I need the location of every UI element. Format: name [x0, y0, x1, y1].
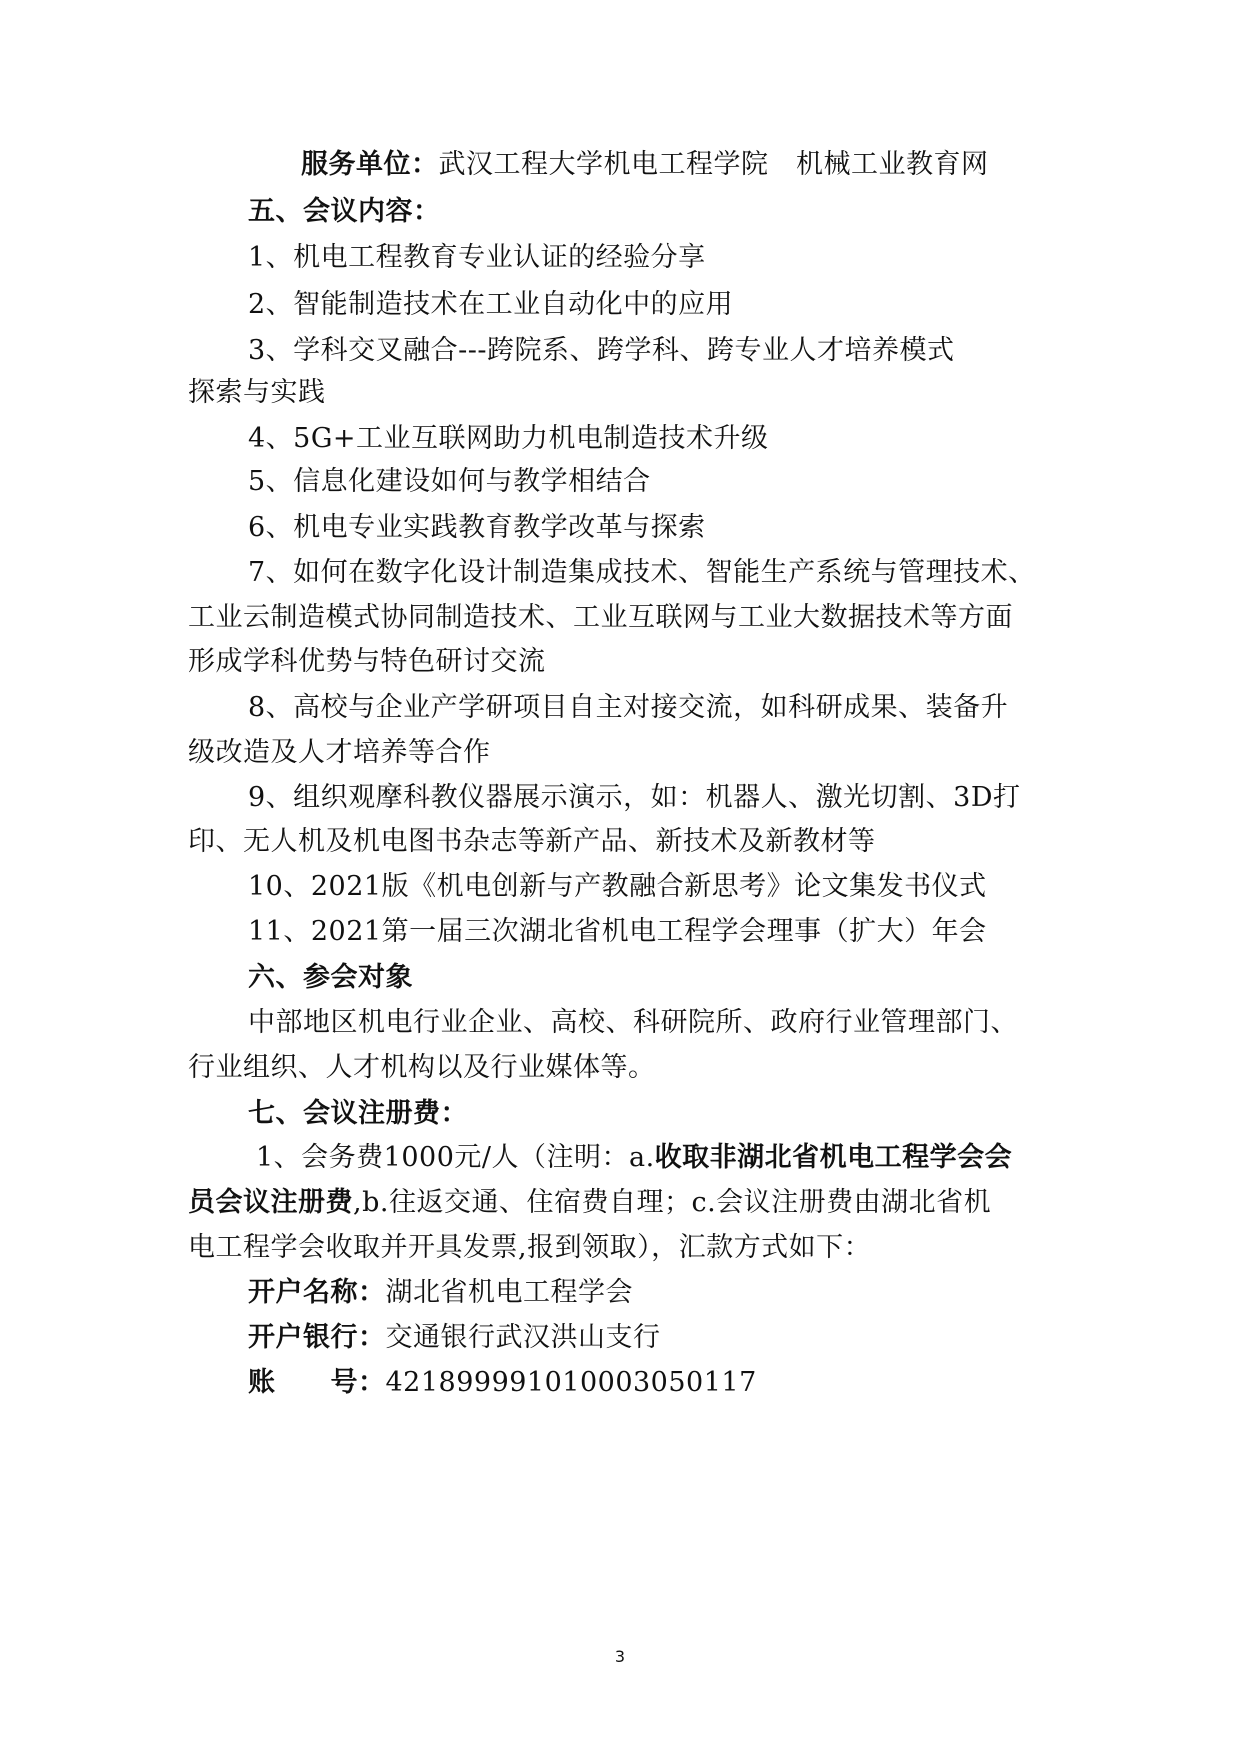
- fee-line-2-rest: ,b.往返交通、住宿费自理；c.会议注册费由湖北省机: [353, 1187, 992, 1218]
- account-number-value: 421899991010003050117: [385, 1367, 757, 1398]
- section6-heading: 六、参会对象: [248, 962, 413, 993]
- section5-item-5: 5、信息化建设如何与教学相结合: [248, 466, 651, 497]
- section5-item-7: 7、如何在数字化设计制造集成技术、智能生产系统与管理技术、: [248, 557, 1036, 588]
- account-name-line: [248, 1273, 1128, 1313]
- fee-line-3: 电工程学会收取并开具发票,报到领取），汇款方式如下：: [188, 1232, 872, 1263]
- service-unit-value: 武汉工程大学机电工程学院 机械工业教育网: [438, 149, 989, 180]
- fee-line-1-bold: 收取非湖北省机电工程学会会: [654, 1142, 1013, 1173]
- account-number-line: [248, 1363, 1128, 1403]
- section5-item-2: 2、智能制造技术在工业自动化中的应用: [248, 289, 734, 320]
- section5-item-7-cont-2: 形成学科优势与特色研讨交流: [188, 646, 546, 677]
- section6-line-2: 行业组织、人才机构以及行业媒体等。: [188, 1052, 656, 1083]
- page-number: 3: [614, 1647, 626, 1666]
- service-unit-line: [301, 145, 1181, 185]
- bank-line: [248, 1318, 1128, 1358]
- service-unit-label: 服务单位：: [301, 149, 439, 180]
- section5-item-7-cont-1: 工业云制造模式协同制造技术、工业互联网与工业大数据技术等方面: [188, 602, 1013, 633]
- section5-item-8-cont: 级改造及人才培养等合作: [188, 737, 491, 768]
- section5-item-6: 6、机电专业实践教育教学改革与探索: [248, 512, 706, 543]
- account-number-label: 账 号：: [248, 1367, 386, 1398]
- fee-line-2: [188, 1183, 1068, 1223]
- bank-label: 开户银行：: [248, 1322, 386, 1353]
- section5-item-9-cont: 印、无人机及机电图书杂志等新产品、新技术及新教材等: [188, 826, 876, 857]
- section5-item-4: 4、5G+工业互联网助力机电制造技术升级: [248, 423, 769, 454]
- account-name-value: 湖北省机电工程学会: [385, 1277, 633, 1308]
- fee-line-1-prefix: 1、会务费1000元/人（注明：a.: [256, 1142, 655, 1173]
- section5-heading: 五、会议内容：: [248, 196, 441, 227]
- bank-value: 交通银行武汉洪山支行: [385, 1322, 661, 1353]
- fee-line-1: [256, 1138, 1136, 1178]
- section6-line-1: 中部地区机电行业企业、高校、科研院所、政府行业管理部门、: [248, 1007, 1018, 1038]
- section7-heading: 七、会议注册费：: [248, 1098, 468, 1129]
- fee-line-2-bold: 员会议注册费: [188, 1187, 353, 1218]
- section5-item-9: 9、组织观摩科教仪器展示演示，如：机器人、激光切割、3D打: [248, 782, 1021, 813]
- section5-item-10: 10、2021版《机电创新与产教融合新思考》论文集发书仪式: [248, 871, 987, 902]
- section5-item-3: 3、学科交叉融合---跨院系、跨学科、跨专业人才培养模式: [248, 335, 955, 366]
- section5-item-11: 11、2021第一届三次湖北省机电工程学会理事（扩大）年会: [248, 916, 987, 947]
- account-name-label: 开户名称：: [248, 1277, 386, 1308]
- section5-item-1: 1、机电工程教育专业认证的经验分享: [248, 242, 706, 273]
- section5-item-8: 8、高校与企业产学研项目自主对接交流，如科研成果、装备升: [248, 692, 1009, 723]
- section5-item-3-cont: 探索与实践: [188, 377, 326, 408]
